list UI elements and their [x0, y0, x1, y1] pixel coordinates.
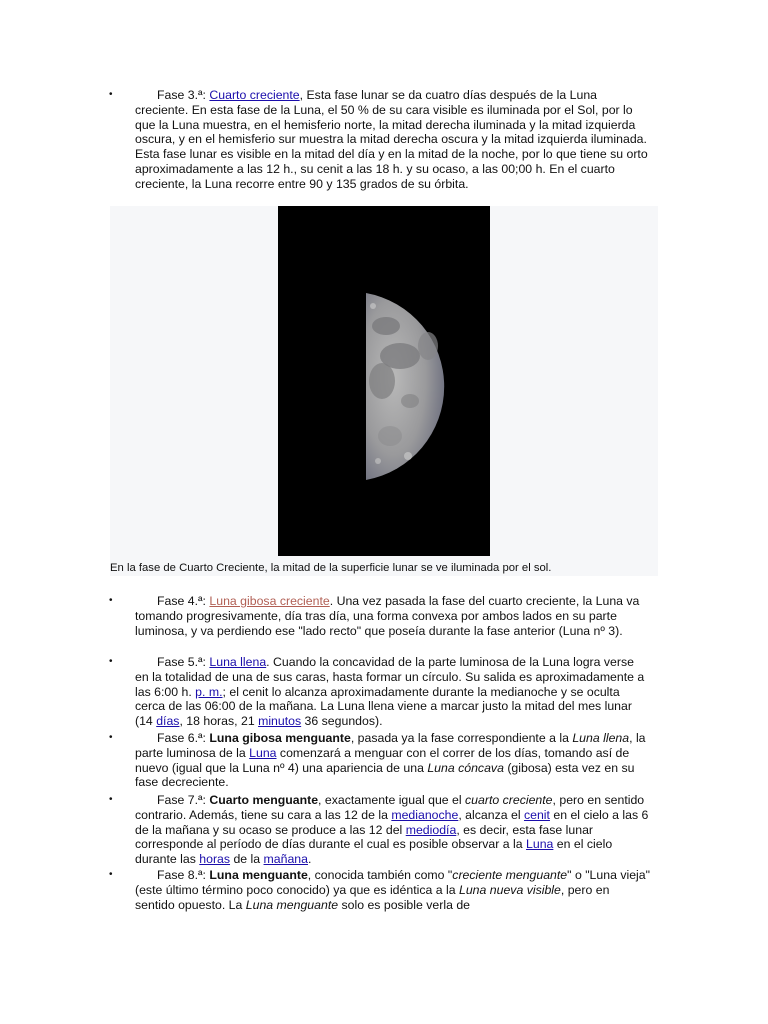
phase-text: . Cuando la concavidad de la parte luminosa de la Luna logra verse en la totalidad de una de sus caras, hasta formar un círculo. Su salida es aproximadamente a las 6:00 h. [135, 655, 645, 699]
list-item-phase-4 [109, 594, 651, 638]
list-item-phase-5 [109, 655, 651, 729]
phase-text: , exactamente igual que el [318, 793, 466, 807]
link-manana[interactable]: mañana [263, 852, 308, 867]
list-item-phase-6 [109, 731, 651, 790]
link-horas[interactable]: horas [199, 852, 231, 867]
link-minutos[interactable]: minutos [258, 714, 302, 729]
phase-text: , pero en sentido opuesto. La [135, 882, 610, 912]
phase-text: , alcanza el [458, 807, 524, 822]
bullet: • [109, 656, 113, 667]
link-cenit[interactable]: cenit [523, 807, 550, 822]
phase-text: en el cielo durante las [135, 837, 613, 867]
bullet: • [109, 869, 113, 880]
phase-italic: cuarto creciente [465, 793, 553, 807]
phase-italic: creciente menguante [452, 868, 568, 882]
figure-caption: En la fase de Cuarto Creciente, la mitad de la superficie lunar se ve iluminada por el sol. [110, 562, 552, 574]
phase-text: . [307, 852, 312, 867]
phase-italic: Luna menguante [245, 897, 339, 912]
phase-text: , conocida también como " [307, 868, 453, 882]
phase-text: solo es posible verla de [338, 897, 471, 912]
bullet: • [109, 732, 113, 743]
phase-text: ; el cenit lo alcanza aproximadamente durante la medianoche y se oculta cerca de las 06:00 de la mañana. La Luna llena viene a marcar justo la mitad del mes lunar (14 [135, 684, 632, 729]
link-luna[interactable]: Luna [526, 837, 554, 852]
moon-image [278, 206, 490, 556]
phase-label: Fase 8.ª: [157, 868, 210, 882]
link-medianoche[interactable]: medianoche [391, 807, 459, 822]
phase-label: Fase 7.ª: [157, 793, 210, 807]
phase-text: " o "Luna vieja" (este último término poco conocido) ya que es idéntica a la [135, 868, 650, 897]
phase-text: de la [230, 852, 264, 867]
link-cuarto-creciente[interactable]: Cuarto creciente [209, 88, 300, 102]
link-luna-gibosa-creciente[interactable]: Luna gibosa creciente [209, 594, 330, 608]
phase-label: Fase 6.ª: [157, 731, 210, 745]
phase-text: , pasada ya la fase correspondiente a la [350, 731, 573, 745]
phase-text: en el cielo a las 6 de la mañana y su ocaso se produce a las 12 del [135, 807, 649, 837]
link-mediodia[interactable]: mediodía [405, 822, 457, 837]
phase-label: Fase 5.ª: [157, 655, 210, 669]
phase-text: . Una vez pasada la fase del cuarto creciente, la Luna va tomando progresivamente, día tras día, una forma convexa por ambos lados en su parte luminosa, y va perdiendo ese "lado recto" que poseía durante la fase anterior (Luna nº 3). [135, 594, 640, 638]
phase-text: 36 segundos). [301, 714, 383, 729]
phase-label: Fase 3.ª: [157, 88, 210, 102]
phase-label: Fase 4.ª: [157, 594, 210, 608]
list-item-phase-7 [109, 793, 651, 867]
phase-name: Luna menguante [209, 868, 308, 882]
link-luna[interactable]: Luna [249, 745, 277, 760]
phase-italic: Luna cóncava [427, 760, 504, 775]
list-item-phase-8 [109, 868, 651, 912]
phase-text: , 18 horas, 21 [179, 714, 259, 729]
phase-text: , es decir, esta fase lunar corresponde al período de días durante el cual es posible observar a la [135, 822, 594, 852]
list-item-phase-3 [109, 88, 651, 192]
phase-italic: Luna nueva visible [459, 882, 561, 897]
phase-text: , Esta fase lunar se da cuatro días después de la Luna creciente. En esta fase de la Luna, el 50 % de su cara visible es iluminada por el Sol, por lo que la Luna muestra, en el hemisferio norte, la mitad derecha iluminada y la mitad izquierda oscura, y en el hemisferio sur muestra la mitad derecha oscura y la mitad izquierda iluminada. Esta fase lunar es visible en la mitad del día y en la mitad de la noche, por lo que tiene su orto aproximadamente a las 12 h., su cenit a las 18 h. y su ocaso, a las 00;00 h. En el cuarto creciente, la Luna recorre entre 90 y 135 grados de su órbita. [135, 88, 648, 191]
link-pm[interactable]: p. m. [195, 684, 223, 699]
phase-text: comenzará a menguar con el correr de los días, tomando así de nuevo (igual que la Luna nº 4) una apariencia de una [135, 745, 630, 775]
bullet: • [109, 89, 113, 100]
phase-italic: Luna llena [572, 731, 630, 745]
phase-text: , pero en sentido contrario. Además, tiene su cara a las 12 de la [135, 793, 645, 822]
link-luna-llena[interactable]: Luna llena [209, 655, 267, 669]
bullet: • [109, 595, 113, 606]
phase-text: (gibosa) esta vez en su fase decreciente. [135, 760, 635, 790]
moon-figure [110, 206, 658, 576]
link-dias[interactable]: días [156, 714, 180, 729]
moon-photo [278, 206, 490, 556]
phase-name: Luna gibosa menguante [209, 731, 351, 745]
phase-text: , la parte luminosa de la [135, 731, 646, 760]
bullet: • [109, 794, 113, 805]
phase-name: Cuarto menguante [209, 793, 319, 807]
